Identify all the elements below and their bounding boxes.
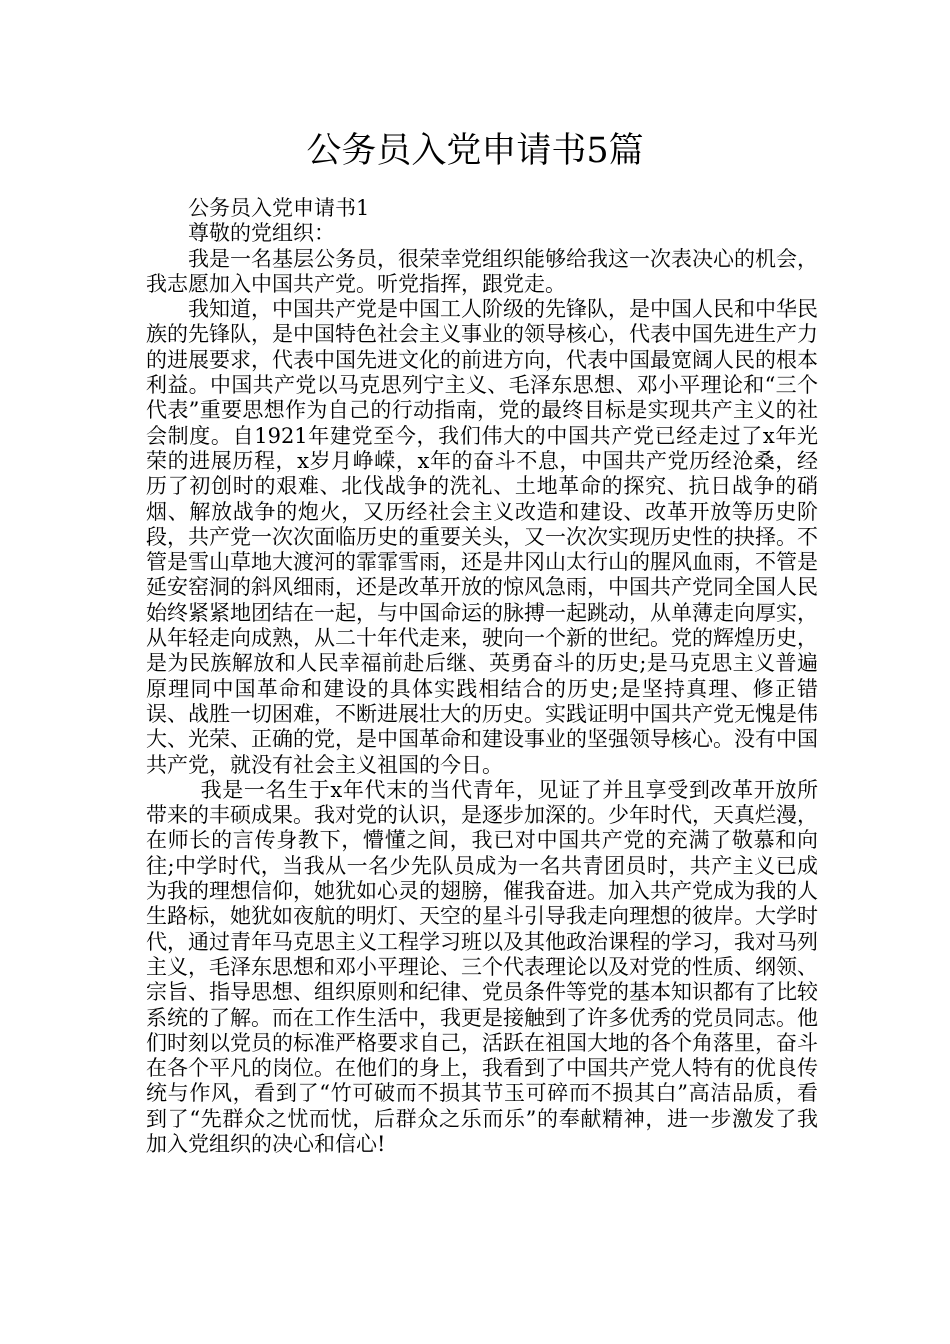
paragraph: 我是一名基层公务员，很荣幸党组织能够给我这一次表决心的机会，我志愿加入中国共产党。听党指挥，跟党走。 xyxy=(146,246,818,296)
paragraph: 我知道，中国共产党是中国工人阶级的先锋队，是中国人民和中华民族的先锋队，是中国特色社会主义事业的领导核心，代表中国先进生产力的进展要求，代表中国先进文化的前进方向，代表中国最宽阔人民的根本利益。中国共产党以马克思列宁主义、毛泽东思想、邓小平理论和“三个代表”重要思想作为自己的行动指南，党的最终目标是实现共产主义的社会制度。自1921年建党至今，我们伟大的中国共产党已经走过了x年光荣的进展历程，x岁月峥嵘，x年的奋斗不息，中国共产党历经沧桑，经历了初创时的艰难、北伐战争的洗礼、土地革命的探究、抗日战争的硝烟、解放战争的炮火，又历经社会主义改造和建设、改革开放等历史阶段，共产党一次次面临历史的重要关头，又一次次实现历史性的抉择。不管是雪山草地大渡河的霏霏雪雨，还是井冈山太行山的腥风血雨，不管是延安窑洞的斜风细雨，还是改革开放的惊风急雨，中国共产党同全国人民始终紧紧地团结在一起，与中国命运的脉搏一起跳动，从单薄走向厚实，从年轻走向成熟，从二十年代走来，驶向一个新的世纪。党的辉煌历史，是为民族解放和人民幸福前赴后继、英勇奋斗的历史;是马克思主义普遍原理同中国革命和建设的具体实践相结合的历史;是坚持真理、修正错误、战胜一切困难，不断进展壮大的历史。实践证明中国共产党无愧是伟大、光荣、正确的党，是中国革命和建设事业的坚强领导核心。没有中国共产党，就没有社会主义祖国的今日。 xyxy=(146,297,818,777)
section-heading: 公务员入党申请书1 xyxy=(188,196,370,220)
document-body xyxy=(146,196,818,1157)
salutation: 尊敬的党组织： xyxy=(188,221,335,246)
paragraph: 我是一名生于x年代末的当代青年，见证了并且享受到改革开放所带来的丰硕成果。我对党的认识，是逐步加深的。少年时代，天真烂漫，在师长的言传身教下，懵懂之间，我已对中国共产党的充满了敬慕和向往;中学时代，当我从一名少先队员成为一名共青团员时，共产主义已成为我的理想信仰，她犹如心灵的翅膀，催我奋进。加入共产党成为我的人生路标，她犹如夜航的明灯、天空的星斗引导我走向理想的彼岸。大学时代，通过青年马克思主义工程学习班以及其他政治课程的学习，我对马列主义，毛泽东思想和邓小平理论、三个代表理论以及对党的性质、纲领、宗旨、指导思想、组织原则和纪律、党员条件等党的基本知识都有了比较系统的了解。而在工作生活中，我更是接触到了许多优秀的党员同志。他们时刻以党员的标准严格要求自己，活跃在祖国大地的各个角落里，奋斗在各个平凡的岗位。在他们的身上，我看到了中国共产党人特有的优良传统与作风，看到了“竹可破而不损其节玉可碎而不损其白”高洁品质，看到了“先群众之忧而忧，后群众之乐而乐”的奉献精神，进一步激发了我加入党组织的决心和信心! xyxy=(146,777,818,1156)
document-title: 公务员入党申请书5篇 xyxy=(306,131,644,171)
